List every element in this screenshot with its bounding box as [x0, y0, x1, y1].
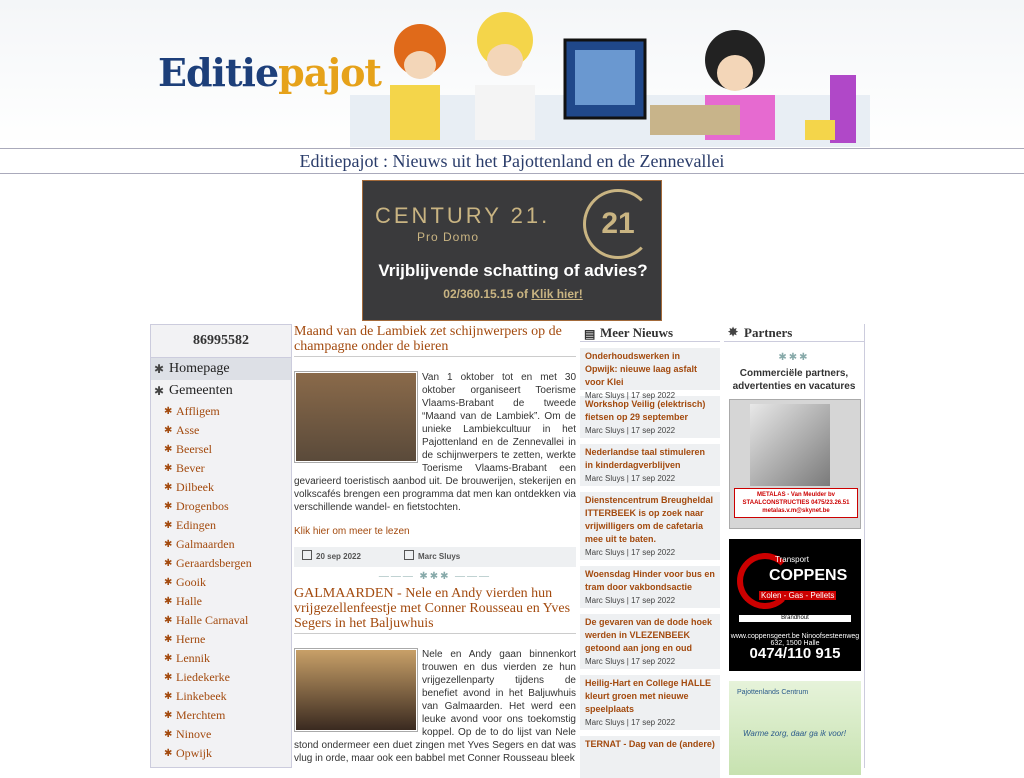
article [294, 324, 576, 567]
more-news-heading: ▤ Meer Nieuws [580, 324, 720, 342]
coppens-ad[interactable]: Transport COPPENS Kolen - Gas - Pellets Brandhout www.coppensgeert.be Ninoofsesteenweg 632, 1500 Halle 0474/110 915 [729, 539, 861, 671]
star-icon: ✱ [164, 501, 173, 512]
article-body: Van 1 oktober tot en met 30 oktober organiseert Toerisme Vlaams-Brabant de tweede “Maand van de Lambiek”. Om de unieke Lambiekcultuur in het Pajottenland en de Zennevallei in de schijnwerpers te zetten, werkte Toerisme Vlaams-Brabant een gevarieerd toeristisch aanbod uit. De brouwerijen, stekerijen en volkscafés brengen een programma dat men kan ontdekken via verschillende wandel- en fietstochten. [294, 372, 576, 513]
article-meta [294, 547, 576, 567]
news-item[interactable]: Heilig-Hart en College HALLE kleurt groen met nieuwe speelplaats Marc Sluys | 17 sep 2022 [580, 675, 720, 730]
star-icon: ✱ [164, 672, 173, 683]
news-item[interactable]: TERNAT - Dag van de (andere) [580, 736, 720, 778]
pajottenlands-centrum-ad[interactable]: Pajottenlands Centrum Warme zorg, daar ga ik voor! [729, 681, 861, 775]
article-date: 20 sep 2022 [316, 552, 361, 561]
century21-banner-ad[interactable] [362, 180, 662, 321]
metalas-ad-text: METALAS - Van Meulder bv STAALCONSTRUCTIES 0475/23.26.51 metalas.v.m@skynet.be [734, 488, 858, 518]
star-icon: ✱ [164, 653, 173, 664]
site-tagline: Editiepajot : Nieuws uit het Pajottenland en de Zennevallei [0, 148, 1024, 174]
nav-municipality-merchtem[interactable]: ✱ Merchtem [151, 706, 291, 725]
news-item[interactable]: De gevaren van de dode hoek werden in VLEZENBEEK getoond aan jong en oud Marc Sluys | 17 sep 2022 [580, 614, 720, 669]
star-icon: ✸ [728, 325, 739, 339]
article-title[interactable]: GALMAARDEN - Nele en Andy vierden hun vrijgezellenfeestje met Conner Rousseau en Yves Segers in het Baljuwhuis [294, 586, 576, 634]
site-logo[interactable]: Editiepajot [158, 50, 381, 95]
article-author: Marc Sluys [418, 552, 461, 561]
author-icon [404, 550, 414, 560]
nav-municipality-dilbeek[interactable]: ✱ Dilbeek [151, 478, 291, 497]
star-icon: ✱ [164, 748, 173, 759]
star-icon: ✱ [164, 710, 173, 721]
nav-municipality-opwijk[interactable]: ✱ Opwijk [151, 744, 291, 763]
news-icon: ▤ [584, 327, 596, 341]
visitor-counter: 86995582 [151, 325, 291, 358]
main-articles [294, 324, 576, 765]
more-news-column [580, 324, 720, 768]
nav-municipality-herne[interactable]: ✱ Herne [151, 630, 291, 649]
sidebar-navigation [150, 324, 292, 768]
article-body: Nele en Andy gaan binnenkort trouwen en dus vierden ze hun vrijgezellenparty tijdens de benefiet avond in het Baljuwhuis van Galmaarden. Het werd een leuke avond voor ons toekomstig koppel. Op de to do lijst van Nele stond ondermeer een duet zingen met Yves Segers en dat was vlug in orde, maar ook een babbel met Conner Rousseau bleek [294, 649, 576, 764]
news-item[interactable]: Workshop Veilig (elektrisch) fietsen op 29 september Marc Sluys | 17 sep 2022 [580, 396, 720, 438]
nav-homepage[interactable]: ✱ Homepage [151, 358, 291, 380]
nav-municipality-linkebeek[interactable]: ✱ Linkebeek [151, 687, 291, 706]
news-item[interactable]: Onderhoudswerken in Opwijk: nieuwe laag asfalt voor Klei Marc Sluys | 17 sep 2022 [580, 348, 720, 390]
read-more-link[interactable]: Klik hier om meer te lezen [294, 526, 410, 537]
nav-municipality-affligem[interactable]: ✱ Affligem [151, 402, 291, 421]
calendar-icon [302, 550, 312, 560]
nav-municipality-bever[interactable]: ✱ Bever [151, 459, 291, 478]
nav-municipality-drogenbos[interactable]: ✱ Drogenbos [151, 497, 291, 516]
star-icon: ✱ [164, 634, 173, 645]
banner-link[interactable]: Klik hier! [531, 287, 583, 301]
star-icon: ✱ [164, 406, 173, 417]
article [294, 586, 576, 765]
news-item[interactable]: Nederlandse taal stimuleren in kinderdagverblijven Marc Sluys | 17 sep 2022 [580, 444, 720, 486]
header-cartoon-illustration [350, 5, 870, 147]
nav-municipality-asse[interactable]: ✱ Asse [151, 421, 291, 440]
star-icon: ✱ [164, 539, 173, 550]
star-icon: ✱ [164, 615, 173, 626]
banner-subbrand: Pro Domo [417, 230, 480, 244]
banner-brand: CENTURY 21. [375, 203, 551, 228]
metalas-ad[interactable] [729, 399, 861, 529]
partners-column [724, 324, 865, 768]
star-icon: ✱ [164, 577, 173, 588]
star-icon: ✱ [164, 558, 173, 569]
partners-heading: ✸ Partners [724, 324, 864, 342]
article-photo[interactable] [294, 648, 418, 732]
article-photo[interactable] [294, 371, 418, 463]
nav-municipality-lennik[interactable]: ✱ Lennik [151, 649, 291, 668]
news-item[interactable]: Woensdag Hinder voor bus en tram door vakbondsactie Marc Sluys | 17 sep 2022 [580, 566, 720, 608]
star-icon: ✱ [154, 362, 165, 376]
nav-municipality-ninove[interactable]: ✱ Ninove [151, 725, 291, 744]
banner-phone: 02/360.15.15 of Klik hier! [443, 287, 583, 301]
century21-logo-icon: 21 [583, 189, 653, 259]
staircase-photo [750, 404, 830, 486]
nav-municipality-liedekerke[interactable]: ✱ Liedekerke [151, 668, 291, 687]
star-icon: ✱ [164, 425, 173, 436]
site-header [0, 0, 1024, 148]
partners-intro: Commerciële partners, advertenties en vacatures [732, 368, 856, 392]
star-icon: ✱ [164, 520, 173, 531]
article-divider: ——— ✱✱✱ ——— [378, 571, 492, 582]
nav-municipality-halle[interactable]: ✱ Halle [151, 592, 291, 611]
nav-municipality-galmaarden[interactable]: ✱ Galmaarden [151, 535, 291, 554]
nav-municipality-geraardsbergen[interactable]: ✱ Geraardsbergen [151, 554, 291, 573]
article-title[interactable]: Maand van de Lambiek zet schijnwerpers op de champagne onder de bieren [294, 324, 576, 357]
star-icon: ✱ [164, 596, 173, 607]
star-icon: ✱ [164, 729, 173, 740]
star-icon: ✱ [154, 384, 165, 398]
news-item[interactable]: Dienstencentrum Breugheldal ITTERBEEK is op zoek naar vrijwilligers om de cafetaria mee uit te baten. Marc Sluys | 17 sep 2022 [580, 492, 720, 560]
nav-municipality-beersel[interactable]: ✱ Beersel [151, 440, 291, 459]
star-icon: ✱ [164, 691, 173, 702]
banner-cta-text: Vrijblijvende schatting of advies? [378, 261, 648, 280]
nav-municipality-gooik[interactable]: ✱ Gooik [151, 573, 291, 592]
star-icon: ✱ [164, 463, 173, 474]
nav-municipality-halle-carnaval[interactable]: ✱ Halle Carnaval [151, 611, 291, 630]
star-icon: ✱ [164, 444, 173, 455]
star-icon: ✱ [164, 482, 173, 493]
nav-municipality-edingen[interactable]: ✱ Edingen [151, 516, 291, 535]
nav-gemeenten[interactable]: ✱ Gemeenten [151, 380, 291, 402]
partners-divider: ✱✱✱ [778, 352, 810, 363]
